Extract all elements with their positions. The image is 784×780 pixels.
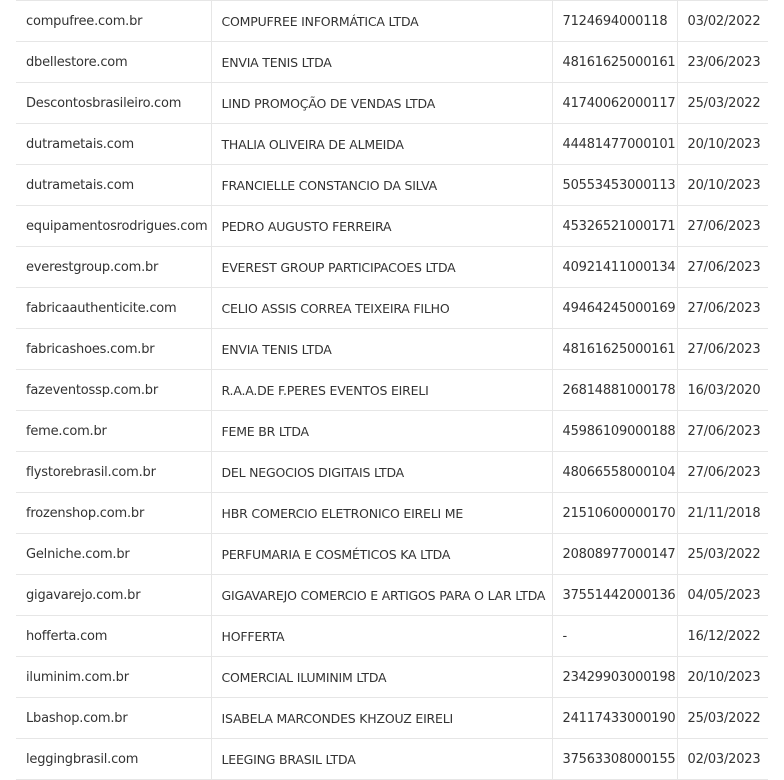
domain-cell: fazeventossp.com.br <box>16 370 211 411</box>
table-row <box>16 42 768 83</box>
date-cell: 20/10/2023 <box>677 657 768 698</box>
date-cell: 27/06/2023 <box>677 206 768 247</box>
domain-cell: feme.com.br <box>16 411 211 452</box>
domain-cell: iluminim.com.br <box>16 657 211 698</box>
company-cell: THALIA OLIVEIRA DE ALMEIDA <box>211 124 552 165</box>
cnpj-cell: 26814881000178 <box>552 370 677 411</box>
company-cell: FEME BR LTDA <box>211 411 552 452</box>
domain-cell: compufree.com.br <box>16 1 211 42</box>
date-cell: 27/06/2023 <box>677 411 768 452</box>
date-cell: 21/11/2018 <box>677 493 768 534</box>
cnpj-cell: 40921411000134 <box>552 247 677 288</box>
cnpj-cell: 21510600000170 <box>552 493 677 534</box>
cnpj-cell: 48161625000161 <box>552 329 677 370</box>
cnpj-cell: 45986109000188 <box>552 411 677 452</box>
cnpj-cell: 20808977000147 <box>552 534 677 575</box>
cnpj-cell: 48161625000161 <box>552 42 677 83</box>
company-cell: HOFFERTA <box>211 616 552 657</box>
cnpj-cell: 7124694000118 <box>552 1 677 42</box>
domain-cell: dutrametais.com <box>16 124 211 165</box>
company-cell: HBR COMERCIO ELETRONICO EIRELI ME <box>211 493 552 534</box>
domain-cell: Descontosbrasileiro.com <box>16 83 211 124</box>
domain-cell: flystorebrasil.com.br <box>16 452 211 493</box>
domain-cell: Lbashop.com.br <box>16 698 211 739</box>
date-cell: 27/06/2023 <box>677 329 768 370</box>
company-cell: COMERCIAL ILUMINIM LTDA <box>211 657 552 698</box>
company-cell: GIGAVAREJO COMERCIO E ARTIGOS PARA O LAR LTDA <box>211 575 552 616</box>
table-row <box>16 124 768 165</box>
company-cell: LIND PROMOÇÃO DE VENDAS LTDA <box>211 83 552 124</box>
table-row <box>16 739 768 780</box>
company-cell: R.A.A.DE F.PERES EVENTOS EIRELI <box>211 370 552 411</box>
cnpj-cell: 50553453000113 <box>552 165 677 206</box>
domain-cell: leggingbrasil.com <box>16 739 211 780</box>
date-cell: 27/06/2023 <box>677 288 768 329</box>
date-cell: 02/03/2023 <box>677 739 768 780</box>
table-row <box>16 247 768 288</box>
domain-cell: Gelniche.com.br <box>16 534 211 575</box>
company-cell: ISABELA MARCONDES KHZOUZ EIRELI <box>211 698 552 739</box>
cnpj-cell: 41740062000117 <box>552 83 677 124</box>
table-row <box>16 452 768 493</box>
table-row <box>16 493 768 534</box>
company-cell: DEL NEGOCIOS DIGITAIS LTDA <box>211 452 552 493</box>
table-row <box>16 370 768 411</box>
table-row <box>16 165 768 206</box>
table-row <box>16 616 768 657</box>
company-cell: PEDRO AUGUSTO FERREIRA <box>211 206 552 247</box>
date-cell: 16/12/2022 <box>677 616 768 657</box>
date-cell: 16/03/2020 <box>677 370 768 411</box>
cnpj-cell: 23429903000198 <box>552 657 677 698</box>
table-row <box>16 329 768 370</box>
table-row <box>16 1 768 42</box>
date-cell: 20/10/2023 <box>677 165 768 206</box>
cnpj-cell: 49464245000169 <box>552 288 677 329</box>
cnpj-cell: 37551442000136 <box>552 575 677 616</box>
domain-cell: hofferta.com <box>16 616 211 657</box>
domain-cell: equipamentosrodrigues.com <box>16 206 211 247</box>
table-row <box>16 411 768 452</box>
cnpj-cell: 48066558000104 <box>552 452 677 493</box>
table-row <box>16 657 768 698</box>
table-row <box>16 534 768 575</box>
company-cell: PERFUMARIA E COSMÉTICOS KA LTDA <box>211 534 552 575</box>
date-cell: 25/03/2022 <box>677 698 768 739</box>
company-cell: ENVIA TENIS LTDA <box>211 42 552 83</box>
table-row <box>16 206 768 247</box>
date-cell: 23/06/2023 <box>677 42 768 83</box>
domain-cell: fabricashoes.com.br <box>16 329 211 370</box>
date-cell: 27/06/2023 <box>677 452 768 493</box>
domain-cell: frozenshop.com.br <box>16 493 211 534</box>
date-cell: 03/02/2022 <box>677 1 768 42</box>
table-row <box>16 288 768 329</box>
company-cell: LEEGING BRASIL LTDA <box>211 739 552 780</box>
company-cell: COMPUFREE INFORMÁTICA LTDA <box>211 1 552 42</box>
cnpj-cell: - <box>552 616 677 657</box>
date-cell: 20/10/2023 <box>677 124 768 165</box>
domain-cell: fabricaauthenticite.com <box>16 288 211 329</box>
table-body <box>16 1 768 780</box>
domain-cell: everestgroup.com.br <box>16 247 211 288</box>
domain-cell: dbellestore.com <box>16 42 211 83</box>
table-row <box>16 698 768 739</box>
company-cell: CELIO ASSIS CORREA TEIXEIRA FILHO <box>211 288 552 329</box>
company-cell: EVEREST GROUP PARTICIPACOES LTDA <box>211 247 552 288</box>
date-cell: 04/05/2023 <box>677 575 768 616</box>
domain-cell: dutrametais.com <box>16 165 211 206</box>
cnpj-cell: 45326521000171 <box>552 206 677 247</box>
date-cell: 25/03/2022 <box>677 534 768 575</box>
sites-table <box>16 0 768 780</box>
table-row <box>16 83 768 124</box>
cnpj-cell: 37563308000155 <box>552 739 677 780</box>
company-cell: ENVIA TENIS LTDA <box>211 329 552 370</box>
cnpj-cell: 24117433000190 <box>552 698 677 739</box>
company-cell: FRANCIELLE CONSTANCIO DA SILVA <box>211 165 552 206</box>
domain-cell: gigavarejo.com.br <box>16 575 211 616</box>
table-row <box>16 575 768 616</box>
date-cell: 27/06/2023 <box>677 247 768 288</box>
date-cell: 25/03/2022 <box>677 83 768 124</box>
cnpj-cell: 44481477000101 <box>552 124 677 165</box>
